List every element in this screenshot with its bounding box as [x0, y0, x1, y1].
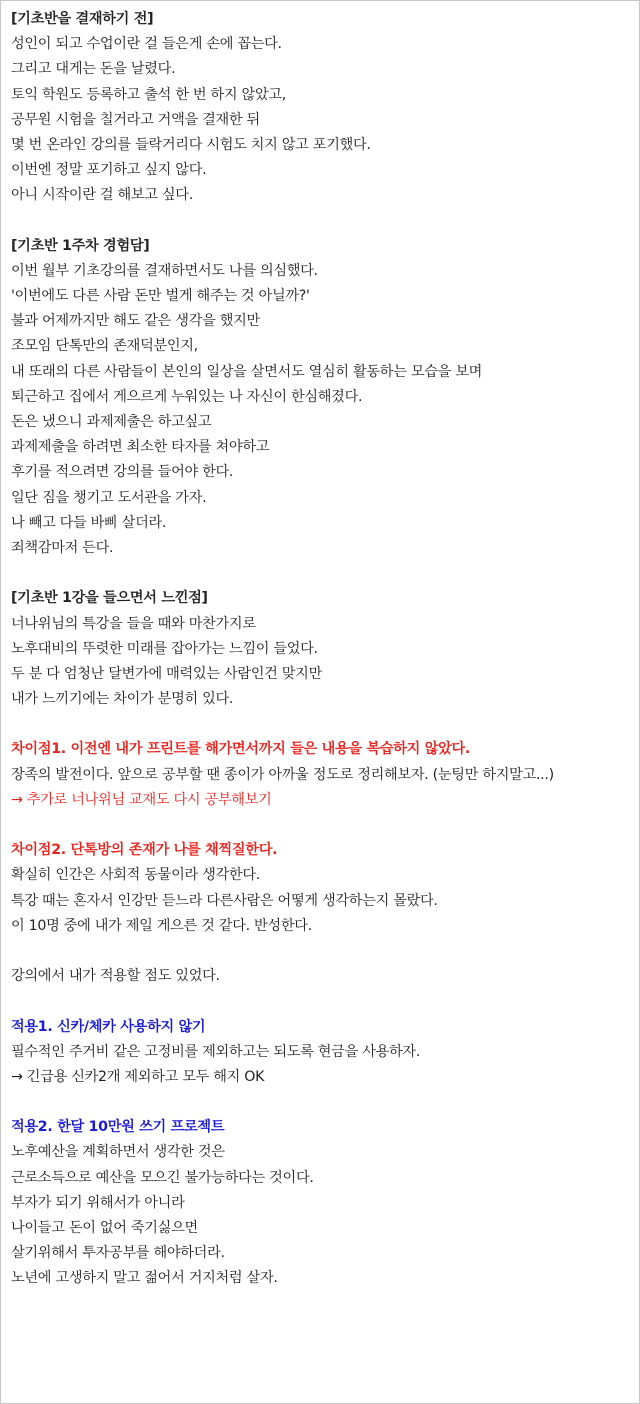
paragraph-spacer [11, 561, 632, 586]
body-line: 일단 짐을 챙기고 도서관을 가자. [11, 489, 207, 506]
body-line: 성인이 되고 수업이란 걸 들은게 손에 꼽는다. [11, 36, 282, 53]
body-line: 조모임 단톡만의 존재덕분인지, [11, 338, 198, 355]
body-line: '이번에도 다른 사람 돈만 벌게 해주는 것 아닐까?' [11, 288, 310, 305]
body-line: 부자가 되기 위해서가 아니라 [11, 1194, 185, 1211]
paragraph-spacer [11, 1090, 632, 1115]
body-line: 장족의 발전이다. 앞으로 공부할 땐 종이가 아까울 정도로 정리해보자. (눈팅만 하지말고...) [11, 766, 554, 783]
difference-heading: 차이점2. 단톡방의 존재가 나를 채찍질한다. [11, 842, 278, 859]
body-line: 몇 번 온라인 강의를 들락거리다 시험도 치지 않고 포기했다. [11, 136, 371, 153]
paragraph-spacer [11, 939, 632, 964]
body-line: 후기를 적으려면 강의를 들어야 한다. [11, 464, 234, 481]
body-line: 두 분 다 엄청난 달변가에 매력있는 사람인건 맞지만 [11, 665, 322, 682]
body-line: 아니 시작이란 걸 해보고 싶다. [11, 187, 193, 204]
body-line: 돈은 냈으니 과제제출은 하고싶고 [11, 414, 212, 430]
body-line: 내가 느끼기에는 차이가 분명히 있다. [11, 691, 234, 708]
body-line: 퇴근하고 집에서 게으르게 누워있는 나 자신이 한심해졌다. [11, 388, 363, 405]
body-line: 그리고 대게는 돈을 날렸다. [11, 61, 176, 78]
section-heading: [기초반 1강을 들으면서 느낀점] [11, 590, 208, 607]
section-heading: [기초반 1주차 경험담] [11, 237, 150, 254]
body-line: 죄책감마저 든다. [11, 539, 114, 556]
arrow-note: → 추가로 너나위님 교재도 다시 공부해보기 [11, 791, 272, 808]
body-line: 나이들고 돈이 없어 죽기싫으면 [11, 1220, 198, 1236]
paragraph-spacer [11, 813, 632, 838]
body-line: 토익 학원도 등록하고 출석 한 번 하지 않았고, [11, 86, 286, 103]
body-line: 근로소득으로 예산을 모으긴 불가능하다는 것이다. [11, 1169, 314, 1186]
body-line: 공무원 시험을 칠거라고 거액을 결재한 뒤 [11, 111, 260, 128]
body-line: → 긴급용 신카2개 제외하고 모두 해지 OK [11, 1068, 265, 1085]
section-heading: [기초반을 결재하기 전] [11, 11, 154, 27]
body-line: 과제제출을 하려면 최소한 타자를 쳐야하고 [11, 439, 270, 456]
paragraph-spacer [11, 209, 632, 234]
post-body [11, 7, 632, 1292]
body-line: 내 또래의 다른 사람들이 본인의 일상을 살면서도 열심히 활동하는 모습을 보며 [11, 363, 483, 380]
body-line: 이번엔 정말 포기하고 싶지 않다. [11, 162, 207, 179]
body-line: 나 빼고 다들 바삐 살더라. [11, 514, 167, 531]
transition-line: 강의에서 내가 적용할 점도 있었다. [11, 968, 220, 985]
paragraph-spacer [11, 989, 632, 1014]
body-line: 노년에 고생하지 말고 젊어서 거지처럼 살자. [11, 1270, 278, 1287]
body-line: 불과 어제까지만 해도 같은 생각을 했지만 [11, 313, 260, 330]
body-line: 노후대비의 뚜렷한 미래를 잡아가는 느낌이 들었다. [11, 640, 318, 657]
body-line: 이번 월부 기초강의를 결재하면서도 나를 의심했다. [11, 262, 318, 279]
body-line: 특강 때는 혼자서 인강만 듣느라 다른사람은 어떻게 생각하는지 몰랐다. [11, 892, 438, 909]
difference-heading: 차이점1. 이전엔 내가 프린트를 해가면서까지 들은 내용을 복습하지 않았다. [11, 741, 471, 758]
body-line: 노후예산을 계획하면서 생각한 것은 [11, 1144, 225, 1161]
body-line: 살기위해서 투자공부를 해야하더라. [11, 1245, 225, 1262]
body-line: 확실히 인간은 사회적 동물이라 생각한다. [11, 867, 260, 884]
body-line: 너나위님의 특강을 들을 때와 마찬가지로 [11, 615, 256, 632]
body-line: 필수적인 주거비 같은 고정비를 제외하고는 되도록 현금을 사용하자. [11, 1043, 421, 1060]
application-heading: 적용1. 신카/체카 사용하지 않기 [11, 1018, 206, 1035]
body-line: 이 10명 중에 내가 제일 게으른 것 같다. 반성한다. [11, 917, 312, 934]
application-heading: 적용2. 한달 10만원 쓰기 프로젝트 [11, 1119, 225, 1136]
paragraph-spacer [11, 712, 632, 737]
